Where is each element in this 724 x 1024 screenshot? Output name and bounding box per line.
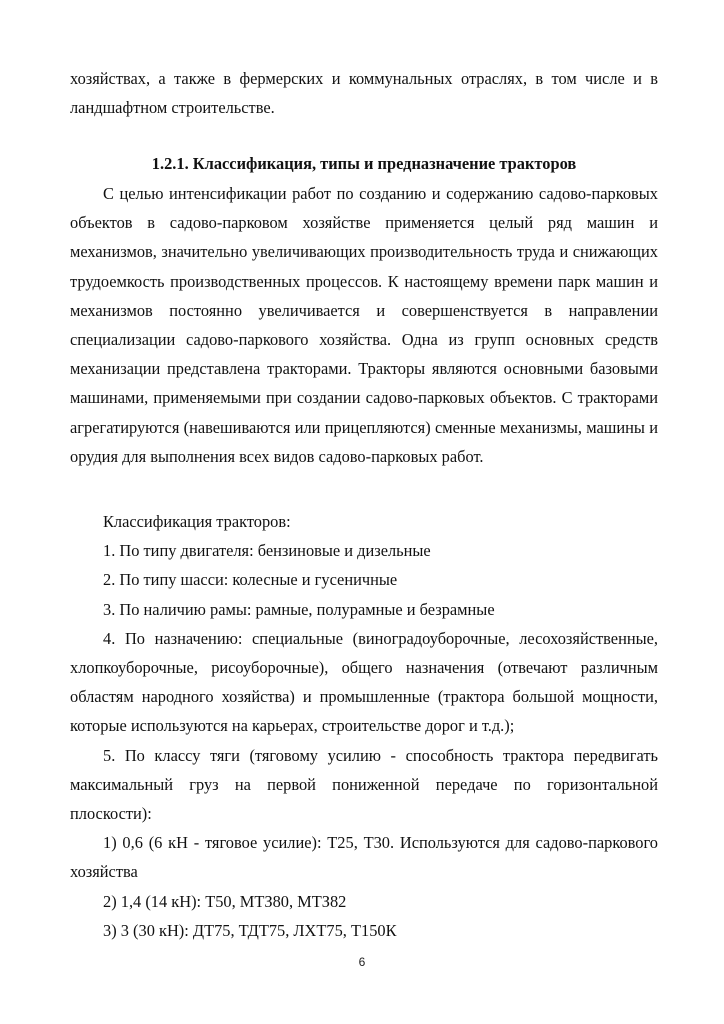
list-item: 1. По типу двигателя: бензиновые и дизельные [103,541,431,561]
continuation-paragraph [70,64,658,122]
sub-list-item: 1) 0,6 (6 кН - тяговое усилие): Т25, Т30. Используются для садово-паркового хозяйства [70,833,658,882]
sub-list-item: 2) 1,4 (14 кН): Т50, МТЗ80, МТЗ82 [103,891,347,911]
intro-text: С целью интенсификации работ по созданию и содержанию садово-парковых объектов в садово-парковом хозяйстве применяется целый ряд машин и механизмов, значительно увеличивающих производительность труда и снижающих трудоемкость производственных процессов. К настоящему времени парк машин и механизмов постоянно увеличивается и совершенствуется в направлении специализации садово-паркового хозяйства. Одна из групп основных средств механизации представлена тракторами. Тракторы являются основными базовыми машинами, применяемыми при создании садово-парковых объектов. С тракторами агрегатируются (навешиваются или прицепляются) сменные механизмы, машины и орудия для выполнения всех видов садово-парковых работ. [70,184,658,466]
sub-list-item: 3) 3 (30 кН): ДТ75, ТДТ75, ЛХТ75, Т150К [103,920,397,940]
classification-list [70,507,658,945]
intro-paragraph [70,179,658,471]
section-heading: 1.2.1. Классификация, типы и предназначение тракторов [151,154,577,173]
list-item: 2. По типу шасси: колесные и гусеничные [103,570,398,590]
list-item: 3. По наличию рамы: рамные, полурамные и безрамные [103,599,495,619]
classification-title: Классификация тракторов: [103,512,291,531]
continuation-text: хозяйствах, а также в фермерских и коммунальных отраслях, в том числе и в ландшафтном строительстве. [70,69,658,118]
list-item: 5. По классу тяги (тяговому усилию - способность трактора передвигать максимальный груз на первой пониженной передаче по горизонтальной плоскости): [70,745,658,824]
list-item: 4. По назначению: специальные (виноградоуборочные, лесохозяйственные, хлопкоуборочные, рисоуборочные), общего назначения (отвечают различным областям народного хозяйства) и промышленные (трактора большой мощности, которые используются на карьерах, строительстве дорог и т.д.); [70,628,658,736]
page-number: 6 [358,955,366,969]
